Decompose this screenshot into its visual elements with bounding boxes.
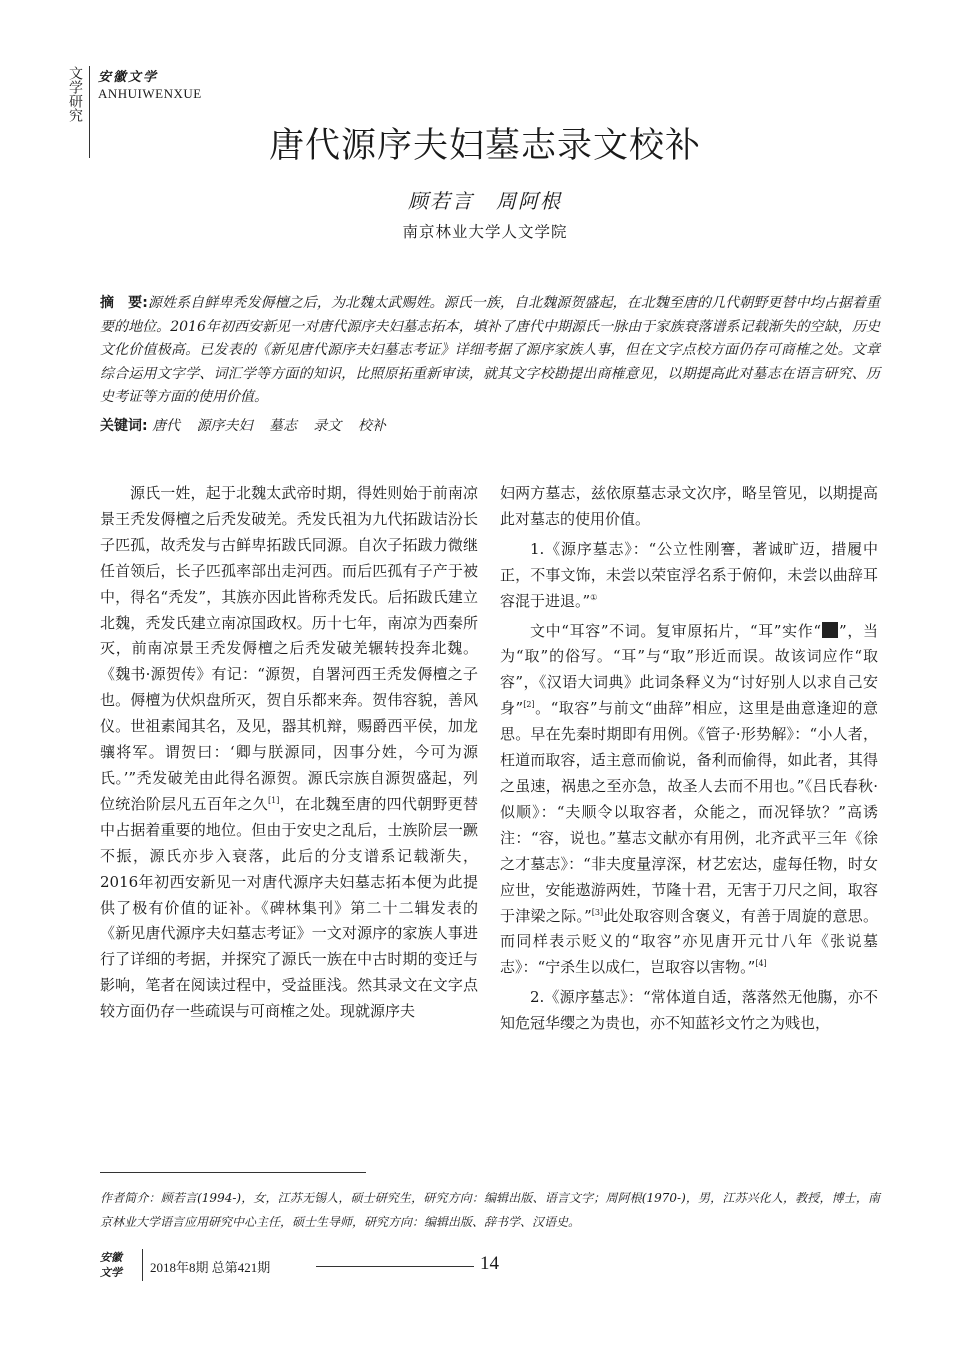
keyword: 校补 (357, 418, 386, 434)
citation: [4] (755, 959, 767, 969)
keyword: 录文 (313, 418, 342, 434)
author-footnote: 作者简介：顾若言(1994-)，女，江苏无锡人，硕士研究生，研究方向：编辑出版、语言文字；周阿根(1970-)，男，江苏兴化人，教授，博士，南京林业大学语言应用研究中心主任，硕士生导师，研究方向：编辑出版、辞书学、汉语史。 (100, 1191, 880, 1229)
paragraph: 2.《源序墓志》：“常体道自适，落落然无他膓，亦不知危冠华缨之为贵也，亦不知蓝衫文竹之为贱也， (500, 988, 878, 1033)
abstract (100, 292, 880, 410)
affiliation: 南京林业大学人文学院 (402, 223, 568, 241)
paragraph (500, 619, 878, 982)
paragraph-text: 1.《源序墓志》：“公立性刚謇，著诚旷迈，措履中正，不事文饰，未尝以荣宦浮名系于俯仰，未尝以曲辞耳容混于进退。” (500, 539, 878, 610)
keyword: 源序夫妇 (196, 418, 253, 434)
footer-logo-line: 安徽 (100, 1251, 122, 1264)
section-label: 文学研究 (67, 66, 83, 122)
footnote-divider (100, 1172, 366, 1173)
citation: [3] (591, 907, 604, 917)
issue-info: 2018年8期 总第421期 (150, 1260, 271, 1275)
rubbing-glyph-image (822, 622, 838, 638)
abstract-text: 源姓系自鲜卑秃发傉檀之后，为北魏太武赐姓。源氏一族，自北魏源贺盛起，在北魏至唐的几代朝野更替中均占据着重要的地位。2016年初西安新见一对唐代源序夫妇墓志拓本，填补了唐代中期源氏一脉由于家族衰落谱系记载渐失的空缺，历史文化价值极高。已发表的《新见唐代源序夫妇墓志考证》详细考据了源序家族人事，但在文字点校方面仍存可商榷之处。文章综合运用文字学、词汇学等方面的知识，比照原拓重新审读，就其文字校勘提出商榷意见，以期提高此对墓志在语言研究、历史考证等方面的使用价值。 (100, 295, 880, 405)
footer-divider (142, 1249, 143, 1281)
body-left-column (100, 481, 478, 1029)
keyword: 墓志 (268, 418, 297, 434)
footer-rule (316, 1266, 474, 1267)
paragraph-text: ，在北魏至唐的四代朝野更替中占据着重要的地位。但由于安史之乱后，士族阶层一蹶不振，源氏亦步入衰落，此后的分支谱系记载渐失，2016年初西安新见一对唐代源序夫妇墓志拓本便为此提供了极有价值的证补。《碑林集刊》第二十二辑发表的《新见唐代源序夫妇墓志考证》一文对源序的家族人事进行了详细的考据，并探究了源氏一族在中古时期的变迁与影响，笔者在阅读过程中，受益匪浅。然其录文在文字点较方面仍存一些疏误与可商榷之处。现就源序夫 (100, 794, 478, 1021)
citation: [1] (268, 795, 280, 805)
paragraph-text: 此处取容则含褒义，有善于周旋的意思。而同样表示贬义的“取容”亦见唐开元廿八年《张说墓志》：“宁杀生以成仁，岂取容以害物。” (500, 906, 878, 977)
journal-name-en: ANHUIWENXUE (98, 86, 202, 101)
article-title: 唐代源序夫妇墓志录文校补 (268, 126, 701, 166)
paragraph: 妇两方墓志，兹依原墓志录文次序，略呈管见，以期提高此对墓志的使用价值。 (500, 484, 878, 528)
paragraph-text: 源氏一姓，起于北魏太武帝时期，得姓则始于前南凉景王秃发傉檀之后秃发破羌。秃发氏祖为九代拓跋诘汾长子匹孤，故秃发与古鲜卑拓跋氏同源。自次子拓跋力微继任首领后，长子匹孤率部出走河西。而后匹孤有子产于被中，得名“秃发”，其族亦因此皆称秃发氏。后拓跋氏建立北魏，秃发氏建立南凉国政权。历十七年，南凉为西秦所灭，前南凉景王秃发傉檀之后秃发破羌辗转投奔北魏。《魏书·源贺传》有记：“源贺，自署河西王秃发傉檀之子也。傉檀为伏炽盘所灭，贺自乐都来奔。贺伟容貌，善风仪。世祖素闻其名，及见，器其机辩，赐爵西平侯，加龙骧将军。谓贺曰：‘卿与朕源同，因事分姓，今可为源氏。’”秃发破羌由此得名源贺。源氏宗族自源贺盛起，列位统治阶层凡五百年之久 (100, 484, 478, 813)
keywords (100, 415, 880, 438)
footer-logo (100, 1250, 130, 1280)
keywords-label: 关键词: (100, 418, 148, 434)
paragraph-text: 。“取容”与前文“曲辞”相应，这里是曲意逢迎的意思。早在先秦时期即有用例。《管子·形势解》：“小人者，枉道而取容，适主意而偷说，备利而偷得，如此者，其得之虽速，祸患之至亦急，故圣人去而不用也。”《吕氏春秋·似顺》：“夫顺令以取容者，众能之，而况铎欤？”高诱注：“容，说也。”墓志文献亦有用例，北齐武平三年《徐之才墓志》：“非夫度量淳深，材艺宏达，虚每任物，时女应世，安能遨游两姓，节隆十君，无害于刀尺之间，取容于津梁之际。” (500, 699, 878, 925)
authors: 顾若言 周阿根 (408, 189, 562, 213)
paragraph (500, 537, 878, 615)
footnote-marker: ① (590, 592, 598, 602)
citation: [2] (523, 700, 535, 710)
abstract-label: 摘 要: (100, 295, 148, 311)
paragraph (100, 481, 478, 1025)
paragraph-text: 文中“耳容”不词。复审原拓片，“耳”实作“ (530, 621, 822, 640)
page-number: 14 (480, 1253, 499, 1274)
keyword: 唐代 (152, 418, 181, 434)
body-right-column (500, 481, 878, 1041)
footer-logo-line: 文学 (100, 1266, 122, 1279)
journal-name-cn: 安徽文学 (98, 70, 159, 85)
paragraph-text: ”，当为“取”的俗写。“耳”与“取”形近而误。故该词应作“取容”，《汉语大词典》此词条释义为“讨好别人以求自己安身” (500, 621, 878, 718)
